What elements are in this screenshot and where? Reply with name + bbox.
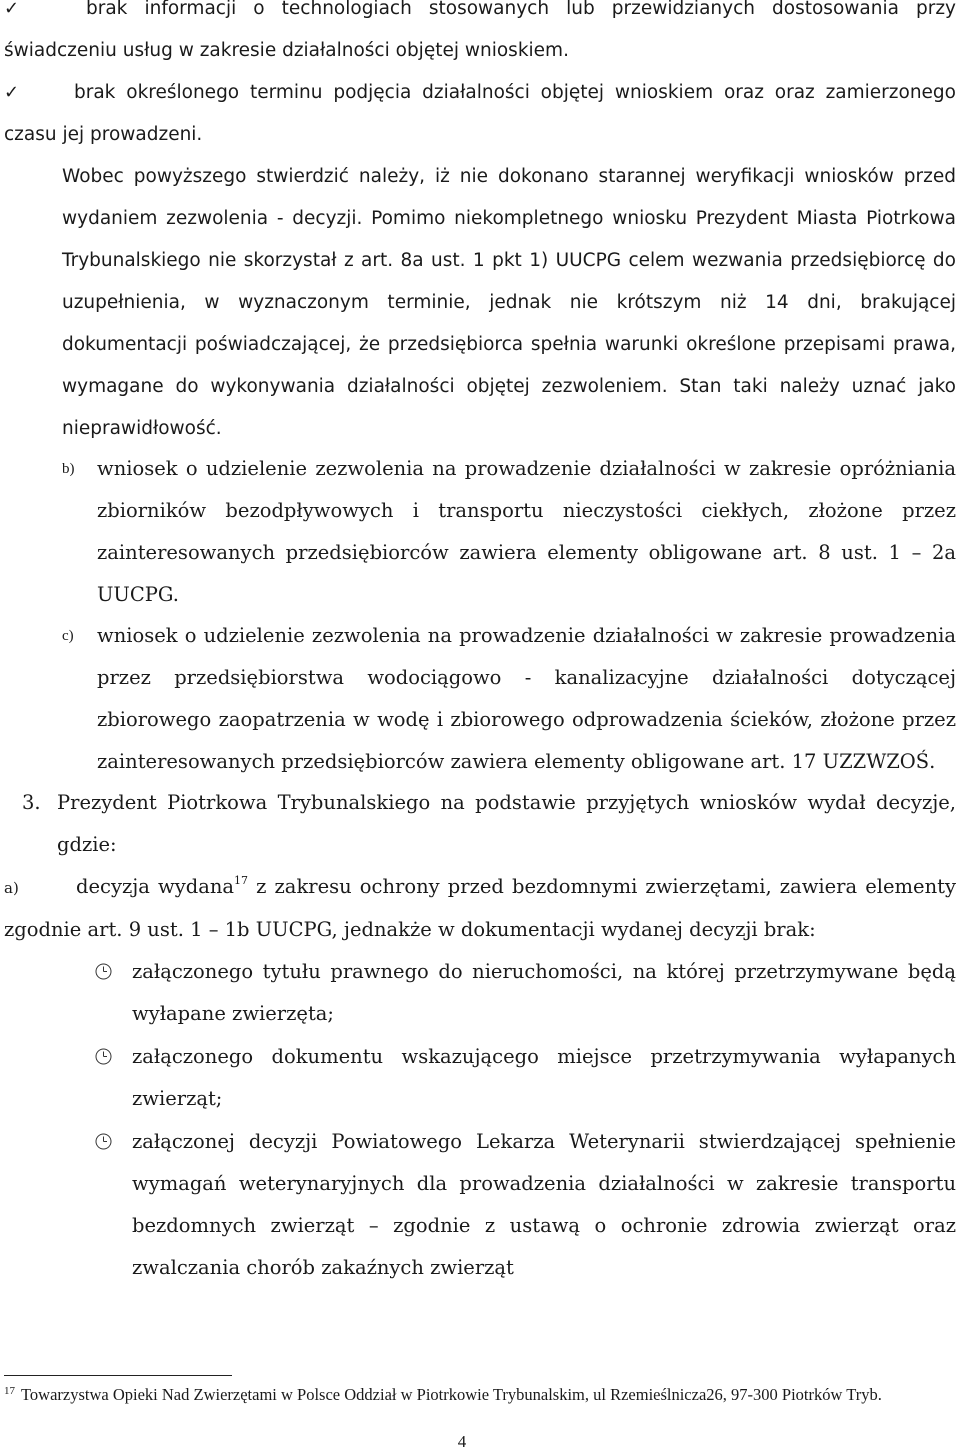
list-item-c (0, 615, 956, 783)
point-text-after: z zakresu ochrony przed bezdomnymi zwierzętami, zawiera elementy zgodnie art. 9 ust. 1 – 1b UUCPG, jednakże w dokumentacji wydanej decyzji brak: (4, 875, 956, 941)
footnote-divider (4, 1375, 232, 1376)
check-item-technology (4, 0, 956, 72)
section-3 (0, 782, 956, 866)
checkmark-icon: ✓ (4, 82, 20, 103)
point-text-before: decyzja wydana (76, 875, 235, 898)
point-label: a) (4, 879, 19, 897)
footnote (4, 1384, 924, 1406)
check-item-term (4, 72, 956, 156)
footnote-number: 17 (4, 1385, 15, 1397)
page-number: 4 (457, 1432, 467, 1451)
conclusion-paragraph: Wobec powyższego stwierdzić należy, iż nie dokonano starannej weryfikacji wniosków przed wydaniem zezwolenia - decyzji. Pomimo niekompletnego wniosku Prezydent Miasta Piotrkowa Trybunalskiego nie skorzystał z art. 8a ust. 1 pkt 1) UUCPG celem wezwania przedsiębiorcę do uzupełnienia, w wyznaczonym terminie, jednak nie krótszym niż 14 dni, brakującej dokumentacji poświadczającej, że przedsiębiorca spełnia warunki określone przepisami prawa, wymagane do wykonywania działalności objętej zezwoleniem. Stan taki należy uznać jako nieprawidłowość. (62, 166, 956, 439)
footnote-text: Towarzystwa Opieki Nad Zwierzętami w Polsce Oddział w Piotrkowie Trybunalskim, ul Rzemieślnicza26, 97-300 Piotrków Tryb. (21, 1385, 882, 1404)
bullet-item (0, 1121, 956, 1289)
bullet-text: załączonego dokumentu wskazującego miejsce przetrzymywania wyłapanych zwierząt; (132, 1045, 956, 1110)
list-item-label: c) (62, 628, 74, 644)
bullet-item (0, 951, 956, 1035)
clock-icon (95, 1133, 112, 1150)
point-a (4, 866, 956, 951)
bullet-text: załączonego tytułu prawnego do nieruchomości, na której przetrzymywane będą wyłapane zwierzęta; (132, 960, 956, 1025)
footnote-ref[interactable]: 17 (234, 874, 249, 887)
bullet-item (0, 1036, 956, 1120)
list-item-b (0, 448, 956, 616)
check-item-text: brak informacji o technologiach stosowanych lub przewidzianych dostosowania przy świadczeniu usług w zakresie działalności objętej wnioskiem. (4, 0, 956, 61)
list-item-label: b) (62, 461, 75, 477)
checkmark-icon: ✓ (4, 0, 20, 19)
clock-icon (95, 1048, 112, 1065)
list-item-text: wniosek o udzielenie zezwolenia na prowadzenie działalności w zakresie opróżniania zbiorników bezodpływowych i transportu nieczystości ciekłych, złożone przez zainteresowanych przedsiębiorców zawiera elementy obligowane art. 8 ust. 1 – 2a UUCPG. (97, 457, 956, 606)
clock-icon (95, 963, 112, 980)
section-text: Prezydent Piotrkowa Trybunalskiego na podstawie przyjętych wniosków wydał decyzje, gdzie: (57, 791, 956, 856)
check-item-text: brak określonego terminu podjęcia działalności objętej wnioskiem oraz oraz zamierzonego czasu jej prowadzeni. (4, 82, 956, 145)
section-number: 3. (22, 791, 41, 814)
bullet-text: załączonej decyzji Powiatowego Lekarza Weterynarii stwierdzającej spełnienie wymagań weterynaryjnych dla prowadzenia działalności w zakresie transportu bezdomnych zwierząt – zgodnie z ustawą o ochronie zdrowia zwierząt oraz zwalczania chorób zakaźnych zwierząt (132, 1130, 956, 1279)
list-item-text: wniosek o udzielenie zezwolenia na prowadzenie działalności w zakresie prowadzenia przez przedsiębiorstwa wodociągowo - kanalizacyjne działalności dotyczącej zbiorowego zaopatrzenia w wodę i zbiorowego odprowadzenia ścieków, złożone przez zainteresowanych przedsiębiorców zawiera elementy obligowane art. 17 UZZWZOŚ. (97, 624, 956, 773)
